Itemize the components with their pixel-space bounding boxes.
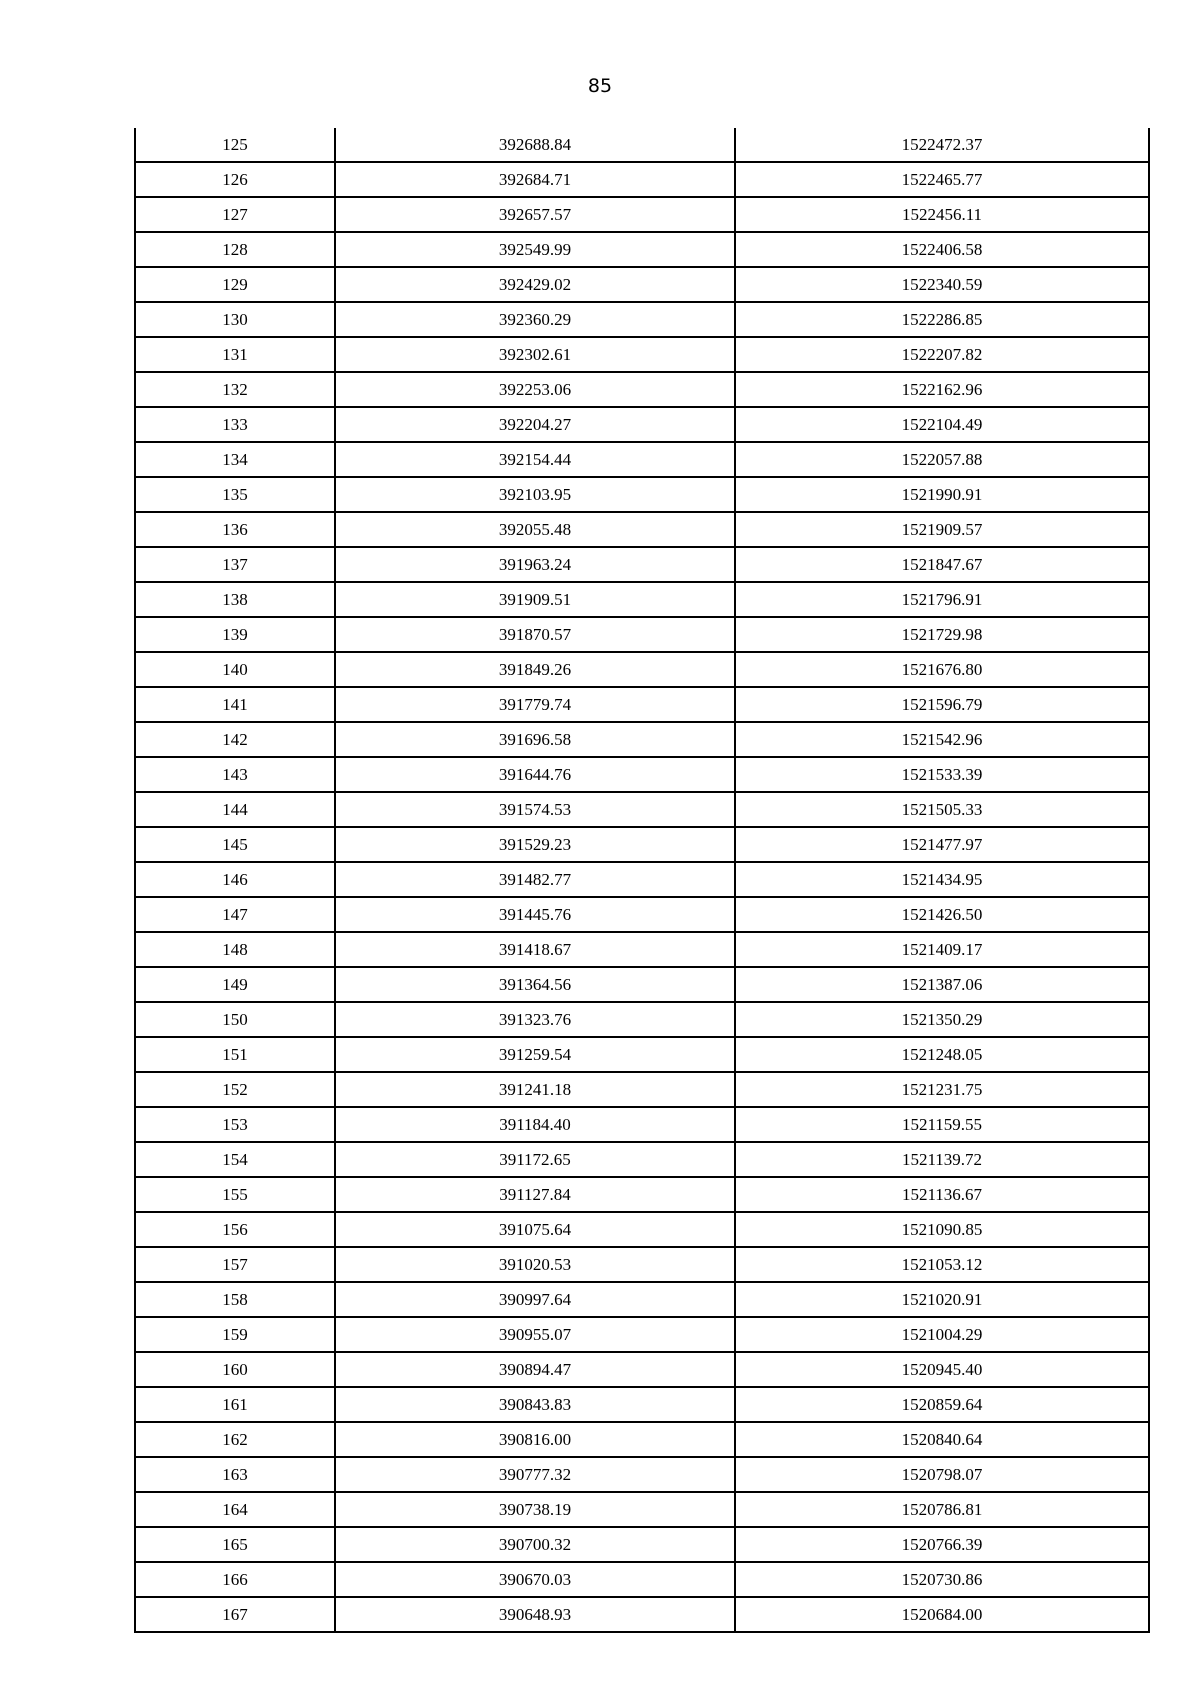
y-coordinate-cell: 1522340.59 <box>735 267 1149 302</box>
y-coordinate-cell: 1521434.95 <box>735 862 1149 897</box>
point-number-cell: 145 <box>135 827 335 862</box>
point-number-cell: 159 <box>135 1317 335 1352</box>
x-coordinate-cell: 390700.32 <box>335 1527 735 1562</box>
x-coordinate-cell: 390843.83 <box>335 1387 735 1422</box>
y-coordinate-cell: 1522465.77 <box>735 162 1149 197</box>
point-number-cell: 137 <box>135 547 335 582</box>
x-coordinate-cell: 391482.77 <box>335 862 735 897</box>
y-coordinate-cell: 1521248.05 <box>735 1037 1149 1072</box>
y-coordinate-cell: 1522207.82 <box>735 337 1149 372</box>
y-coordinate-cell: 1521596.79 <box>735 687 1149 722</box>
x-coordinate-cell: 392253.06 <box>335 372 735 407</box>
point-number-cell: 135 <box>135 477 335 512</box>
y-coordinate-cell: 1520730.86 <box>735 1562 1149 1597</box>
y-coordinate-cell: 1521409.17 <box>735 932 1149 967</box>
y-coordinate-cell: 1521136.67 <box>735 1177 1149 1212</box>
table-row <box>135 302 1149 337</box>
table-row <box>135 1317 1149 1352</box>
point-number-cell: 136 <box>135 512 335 547</box>
point-number-cell: 125 <box>135 128 335 162</box>
x-coordinate-cell: 391127.84 <box>335 1177 735 1212</box>
point-number-cell: 147 <box>135 897 335 932</box>
table-row <box>135 1282 1149 1317</box>
point-number-cell: 165 <box>135 1527 335 1562</box>
point-number-cell: 155 <box>135 1177 335 1212</box>
table-row <box>135 232 1149 267</box>
table-row <box>135 1492 1149 1527</box>
y-coordinate-cell: 1520859.64 <box>735 1387 1149 1422</box>
x-coordinate-cell: 392688.84 <box>335 128 735 162</box>
point-number-cell: 138 <box>135 582 335 617</box>
x-coordinate-cell: 391259.54 <box>335 1037 735 1072</box>
table-row <box>135 1142 1149 1177</box>
x-coordinate-cell: 392429.02 <box>335 267 735 302</box>
table-row <box>135 652 1149 687</box>
x-coordinate-cell: 392204.27 <box>335 407 735 442</box>
point-number-cell: 148 <box>135 932 335 967</box>
table-row <box>135 722 1149 757</box>
point-number-cell: 141 <box>135 687 335 722</box>
table-row <box>135 512 1149 547</box>
table-row <box>135 442 1149 477</box>
y-coordinate-cell: 1521020.91 <box>735 1282 1149 1317</box>
table-row <box>135 128 1149 162</box>
point-number-cell: 139 <box>135 617 335 652</box>
x-coordinate-cell: 391963.24 <box>335 547 735 582</box>
x-coordinate-cell: 391418.67 <box>335 932 735 967</box>
table-row <box>135 967 1149 1002</box>
x-coordinate-cell: 391870.57 <box>335 617 735 652</box>
y-coordinate-cell: 1520684.00 <box>735 1597 1149 1632</box>
point-number-cell: 146 <box>135 862 335 897</box>
page-number: 85 <box>587 75 613 97</box>
table-row <box>135 617 1149 652</box>
point-number-cell: 127 <box>135 197 335 232</box>
y-coordinate-cell: 1520766.39 <box>735 1527 1149 1562</box>
x-coordinate-cell: 392549.99 <box>335 232 735 267</box>
table-row <box>135 1212 1149 1247</box>
table-row <box>135 407 1149 442</box>
x-coordinate-cell: 391696.58 <box>335 722 735 757</box>
point-number-cell: 163 <box>135 1457 335 1492</box>
x-coordinate-cell: 391184.40 <box>335 1107 735 1142</box>
point-number-cell: 152 <box>135 1072 335 1107</box>
x-coordinate-cell: 391909.51 <box>335 582 735 617</box>
y-coordinate-cell: 1521505.33 <box>735 792 1149 827</box>
x-coordinate-cell: 390648.93 <box>335 1597 735 1632</box>
x-coordinate-cell: 391172.65 <box>335 1142 735 1177</box>
point-number-cell: 154 <box>135 1142 335 1177</box>
y-coordinate-cell: 1522162.96 <box>735 372 1149 407</box>
x-coordinate-cell: 390997.64 <box>335 1282 735 1317</box>
table-row <box>135 477 1149 512</box>
y-coordinate-cell: 1521053.12 <box>735 1247 1149 1282</box>
y-coordinate-cell: 1521796.91 <box>735 582 1149 617</box>
y-coordinate-cell: 1522406.58 <box>735 232 1149 267</box>
y-coordinate-cell: 1520840.64 <box>735 1422 1149 1457</box>
x-coordinate-cell: 391323.76 <box>335 1002 735 1037</box>
y-coordinate-cell: 1520786.81 <box>735 1492 1149 1527</box>
table-row <box>135 1352 1149 1387</box>
point-number-cell: 131 <box>135 337 335 372</box>
point-number-cell: 129 <box>135 267 335 302</box>
point-number-cell: 133 <box>135 407 335 442</box>
table-row <box>135 1457 1149 1492</box>
point-number-cell: 153 <box>135 1107 335 1142</box>
y-coordinate-cell: 1521676.80 <box>735 652 1149 687</box>
y-coordinate-cell: 1521350.29 <box>735 1002 1149 1037</box>
point-number-cell: 132 <box>135 372 335 407</box>
y-coordinate-cell: 1521847.67 <box>735 547 1149 582</box>
y-coordinate-cell: 1521909.57 <box>735 512 1149 547</box>
table-row <box>135 1072 1149 1107</box>
table-row <box>135 1037 1149 1072</box>
y-coordinate-cell: 1521477.97 <box>735 827 1149 862</box>
point-number-cell: 128 <box>135 232 335 267</box>
point-number-cell: 166 <box>135 1562 335 1597</box>
table-row <box>135 1562 1149 1597</box>
table-row <box>135 932 1149 967</box>
table-row <box>135 547 1149 582</box>
x-coordinate-cell: 392657.57 <box>335 197 735 232</box>
table-row <box>135 1422 1149 1457</box>
table-row <box>135 267 1149 302</box>
y-coordinate-cell: 1522456.11 <box>735 197 1149 232</box>
x-coordinate-cell: 392360.29 <box>335 302 735 337</box>
x-coordinate-cell: 391020.53 <box>335 1247 735 1282</box>
table-row <box>135 792 1149 827</box>
point-number-cell: 157 <box>135 1247 335 1282</box>
y-coordinate-cell: 1521090.85 <box>735 1212 1149 1247</box>
y-coordinate-cell: 1521990.91 <box>735 477 1149 512</box>
table-row <box>135 862 1149 897</box>
table-row <box>135 757 1149 792</box>
point-number-cell: 149 <box>135 967 335 1002</box>
table-body <box>135 128 1149 1632</box>
table-row <box>135 582 1149 617</box>
table-row <box>135 827 1149 862</box>
table-row <box>135 1247 1149 1282</box>
point-number-cell: 150 <box>135 1002 335 1037</box>
y-coordinate-cell: 1521004.29 <box>735 1317 1149 1352</box>
y-coordinate-cell: 1520798.07 <box>735 1457 1149 1492</box>
table-row <box>135 1002 1149 1037</box>
x-coordinate-cell: 391574.53 <box>335 792 735 827</box>
table-row <box>135 1527 1149 1562</box>
table-row <box>135 687 1149 722</box>
y-coordinate-cell: 1522472.37 <box>735 128 1149 162</box>
x-coordinate-cell: 390670.03 <box>335 1562 735 1597</box>
point-number-cell: 143 <box>135 757 335 792</box>
x-coordinate-cell: 392154.44 <box>335 442 735 477</box>
point-number-cell: 161 <box>135 1387 335 1422</box>
point-number-cell: 160 <box>135 1352 335 1387</box>
x-coordinate-cell: 390955.07 <box>335 1317 735 1352</box>
point-number-cell: 140 <box>135 652 335 687</box>
point-number-cell: 156 <box>135 1212 335 1247</box>
y-coordinate-cell: 1521426.50 <box>735 897 1149 932</box>
x-coordinate-cell: 392103.95 <box>335 477 735 512</box>
coordinates-table <box>134 128 1150 1633</box>
point-number-cell: 151 <box>135 1037 335 1072</box>
point-number-cell: 130 <box>135 302 335 337</box>
y-coordinate-cell: 1521533.39 <box>735 757 1149 792</box>
table-row <box>135 897 1149 932</box>
x-coordinate-cell: 391075.64 <box>335 1212 735 1247</box>
x-coordinate-cell: 391644.76 <box>335 757 735 792</box>
y-coordinate-cell: 1522286.85 <box>735 302 1149 337</box>
y-coordinate-cell: 1520945.40 <box>735 1352 1149 1387</box>
x-coordinate-cell: 390894.47 <box>335 1352 735 1387</box>
point-number-cell: 142 <box>135 722 335 757</box>
y-coordinate-cell: 1521159.55 <box>735 1107 1149 1142</box>
point-number-cell: 158 <box>135 1282 335 1317</box>
x-coordinate-cell: 392055.48 <box>335 512 735 547</box>
table-row <box>135 1107 1149 1142</box>
x-coordinate-cell: 390738.19 <box>335 1492 735 1527</box>
x-coordinate-cell: 390777.32 <box>335 1457 735 1492</box>
y-coordinate-cell: 1522104.49 <box>735 407 1149 442</box>
point-number-cell: 164 <box>135 1492 335 1527</box>
point-number-cell: 162 <box>135 1422 335 1457</box>
y-coordinate-cell: 1521729.98 <box>735 617 1149 652</box>
point-number-cell: 167 <box>135 1597 335 1632</box>
y-coordinate-cell: 1522057.88 <box>735 442 1149 477</box>
table-row <box>135 1597 1149 1632</box>
x-coordinate-cell: 391779.74 <box>335 687 735 722</box>
point-number-cell: 134 <box>135 442 335 477</box>
y-coordinate-cell: 1521231.75 <box>735 1072 1149 1107</box>
table-row <box>135 197 1149 232</box>
table-row <box>135 1177 1149 1212</box>
y-coordinate-cell: 1521387.06 <box>735 967 1149 1002</box>
table-row <box>135 372 1149 407</box>
x-coordinate-cell: 392302.61 <box>335 337 735 372</box>
x-coordinate-cell: 392684.71 <box>335 162 735 197</box>
point-number-cell: 126 <box>135 162 335 197</box>
x-coordinate-cell: 391445.76 <box>335 897 735 932</box>
table-row <box>135 337 1149 372</box>
x-coordinate-cell: 390816.00 <box>335 1422 735 1457</box>
x-coordinate-cell: 391241.18 <box>335 1072 735 1107</box>
x-coordinate-cell: 391529.23 <box>335 827 735 862</box>
y-coordinate-cell: 1521139.72 <box>735 1142 1149 1177</box>
table-row <box>135 162 1149 197</box>
point-number-cell: 144 <box>135 792 335 827</box>
table-row <box>135 1387 1149 1422</box>
y-coordinate-cell: 1521542.96 <box>735 722 1149 757</box>
x-coordinate-cell: 391849.26 <box>335 652 735 687</box>
x-coordinate-cell: 391364.56 <box>335 967 735 1002</box>
